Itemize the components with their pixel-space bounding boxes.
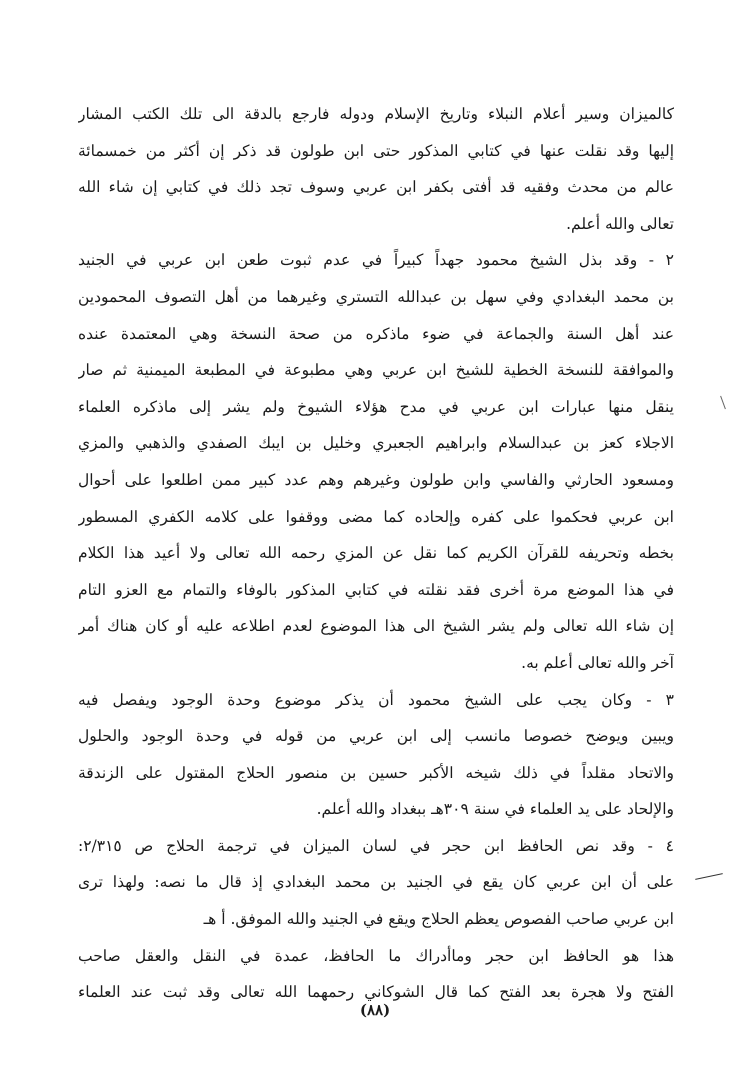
text-line: ٢ - وقد بذل الشيخ محمود جهداً كبيراً في عدم ثبوت طعن ابن عربي في الجنيد	[78, 251, 674, 270]
margin-mark	[695, 873, 723, 880]
text-line: على أن ابن عربي كان يقع في الجنيد بن محمد البغدادي إذ قال ما نصه: ولهذا ترى	[78, 873, 674, 892]
text-line: ينقل منها عبارات ابن عربي في مدح هؤلاء الشيوخ ولم يشر إلى ماذكره العلماء	[78, 397, 674, 416]
text-line: بخطه وتحريفه للقرآن الكريم كما نقل عن المزي رحمه الله تعالى ولا أعيد هذا الكلام	[78, 544, 674, 563]
text-line: ابن عربي صاحب الفصوص يعظم الحلاج ويقع في الجنيد والله الموفق. أ هـ	[203, 910, 674, 929]
paragraph-4	[78, 828, 674, 938]
paragraph-3	[78, 682, 674, 828]
text-line: الفتح ولا هجرة بعد الفتح كما قال الشوكاني رحمهما الله تعالى وقد ثبت عند العلماء	[78, 983, 674, 1002]
text-line: ومسعود الحارثي والفاسي وابن طولون وغيرهم وهم عدد كبير ممن اطلعوا على أحوال	[78, 470, 674, 489]
paragraph-5	[78, 938, 674, 1011]
text-line: إن شاء الله تعالى ولم يشر الشيخ الى هذا الموضوع لعدم اطلاعه عليه أو كان هناك أمر	[78, 617, 674, 636]
text-line: ابن عربي فحكموا على كفره وإلحاده كما مضى ووقفوا على كلامه الكفري المسطور	[78, 507, 674, 526]
text-line: عند أهل السنة والجماعة في ضوء ماذكره من صحة النسخة وهي المعتمدة عنده	[78, 324, 674, 343]
text-line: والموافقة للنسخة الخطية للشيخ ابن عربي وهي مطبوعة في المطبعة الميمنية ثم صار	[78, 361, 674, 380]
page-number: (٨٨)	[359, 1001, 391, 1019]
text-line: تعالى والله أعلم.	[566, 214, 674, 233]
text-line: هذا هو الحافظ ابن حجر وماأدراك ما الحافظ، عمدة في النقل والعقل صاحب	[78, 946, 674, 965]
text-line: ٤ - وقد نص الحافظ ابن حجر في لسان الميزان في ترجمة الحلاج ص ٢/٣١٥:	[78, 836, 674, 855]
text-line: في هذا الموضع مرة أخرى فقد نقلته في كتابي المذكور بالوفاء والتمام مع العزو التام	[78, 580, 674, 599]
text-line: عالم من محدث وفقيه قد أفتى بكفر ابن عربي وسوف تجد ذلك في كتابي إن شاء الله	[78, 178, 674, 197]
text-line: بن محمد البغدادي وفي سهل بن عبدالله التستري وغيرهما من أهل التصوف المحمودين	[78, 287, 674, 306]
document-body	[78, 96, 674, 1011]
text-line: آخر والله تعالى أعلم به.	[521, 653, 674, 672]
margin-tick	[720, 396, 726, 409]
text-line: كالميزان وسير أعلام النبلاء وتاريخ الإسلام ودوله فارجع بالدقة الى تلك الكتب المشار	[78, 105, 674, 123]
text-line: والاتحاد مقلداً في ذلك شيخه الأكبر حسين بن منصور الحلاج المقتول على الزندقة	[78, 763, 674, 782]
paragraph-1	[78, 96, 674, 242]
text-line: إليها وقد نقلت عنها في كتابي المذكور حتى ابن طولون قد ذكر إن أكثر من خمسمائة	[78, 141, 674, 160]
text-line: والإلحاد على يد العلماء في سنة ٣٠٩هـ ببغداد والله أعلم.	[316, 800, 674, 819]
text-line: ٣ - وكان يجب على الشيخ محمود أن يذكر موضوع وحدة الوجود ويفصل فيه	[78, 690, 674, 709]
text-line: الاجلاء كعز بن عبدالسلام وابراهيم الجعبري وخليل بن ايبك الصفدي والذهبي والمزي	[78, 434, 674, 453]
paragraph-2	[78, 242, 674, 681]
text-line: ويبين ويوضح خصوصا مانسب إلى ابن عربي من قوله في وحدة الوجود والحلول	[78, 727, 674, 746]
